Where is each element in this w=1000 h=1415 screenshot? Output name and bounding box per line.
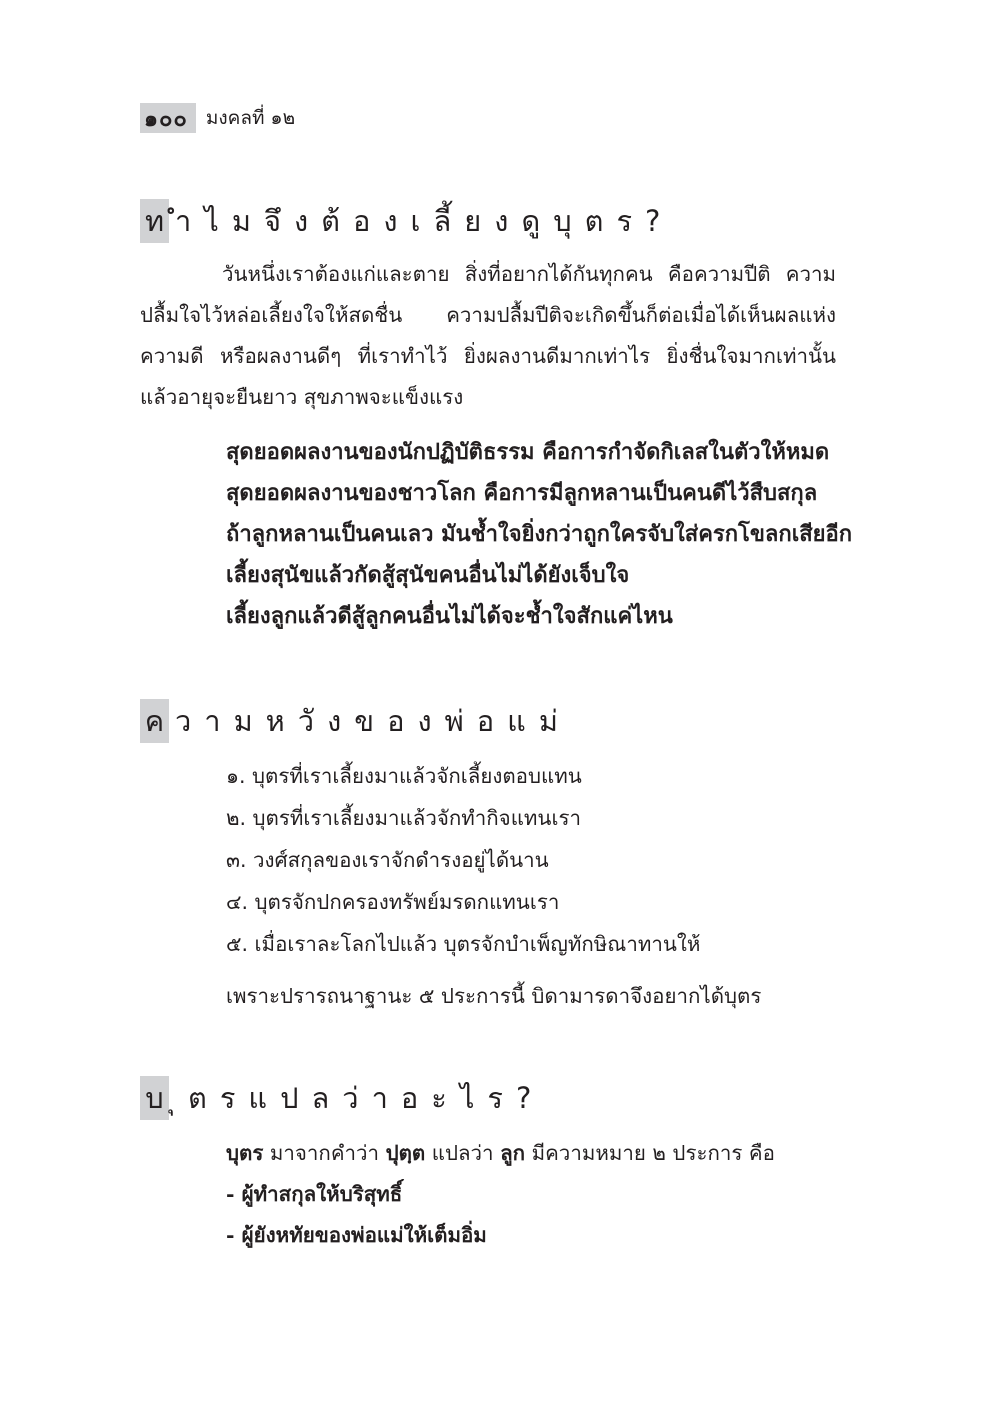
heading-text: ุตรแปลว่าอะไร? [175,1081,545,1115]
meaning-word: ลูก [500,1141,526,1165]
list-item: ๔. บุตรจักปกครองทรัพย์มรดกแทนเรา [226,890,560,914]
intro-paragraph [140,254,836,418]
quote-line: สุดยอดผลงานของชาวโลก คือการมีลูกหลานเป็นคนดีไว้สืบสกุล [226,480,818,506]
list-item: ๕. เมื่อเราละโลกไปแล้ว บุตรจักบำเพ็ญทักษิณาทานให้ [226,932,701,956]
bullet-item: - ผู้ทำสกุลให้บริสุทธิ์ [226,1182,403,1206]
list-item: ๓. วงศ์สกุลของเราจักดำรงอยู่ได้นาน [226,848,549,872]
paragraph-line: แล้วอายุจะยืนยาว สุขภาพจะแข็งแรง [140,385,464,409]
heading-initial: ท [140,199,169,243]
quote-line: เลี้ยงสุนัขแล้วกัดสู้สุนัขคนอื่นไม่ได้ยังเจ็บใจ [226,562,630,588]
page-header [140,103,295,133]
term-word: บุตร [226,1141,264,1165]
quote-block [226,432,852,637]
heading-text: ำไมจึงต้องเลี้ยงดูบุตร? [175,204,674,238]
heading-initial: ค [140,699,169,743]
quote-line: สุดยอดผลงานของนักปฏิบัติธรรม คือการกำจัดกิเลสในตัวให้หมด [226,439,830,465]
definition-text: แปลว่า [425,1141,501,1165]
bullet-item: - ผู้ยังหทัยของพ่อแม่ให้เต็มอิ่ม [226,1223,487,1247]
list-item: ๑. บุตรที่เราเลี้ยงมาแล้วจักเลี้ยงตอบแทน [226,764,582,788]
heading-text: วามหวังของพ่อแม่ [175,704,571,738]
quote-line: ถ้าลูกหลานเป็นคนเลว มันช้ำใจยิ่งกว่าถูกใครจับใส่ครกโขลกเสียอีก [226,521,853,547]
paragraph-line: วันหนึ่งเราต้องแก่และตาย สิ่งที่อยากได้กันทุกคน คือความปีติ ความ [222,262,836,286]
chapter-title: มงคลที่ ๑๒ [205,107,296,129]
hopes-list [226,755,700,965]
list-item: ๒. บุตรที่เราเลี้ยงมาแล้วจักทำกิจแทนเรา [226,806,581,830]
section-heading-parents-hopes [140,698,571,744]
paragraph-line: ปลื้มใจไว้หล่อเลี้ยงใจให้สดชื่น ความปลื้มปีติจะเกิดขึ้นก็ต่อเมื่อได้เห็นผลแห่ง [140,303,836,327]
heading-initial: บ [140,1076,169,1120]
paragraph-line: ความดี หรือผลงานดีๆ ที่เราทำไว้ ยิ่งผลงานดีมากเท่าไร ยิ่งชื่นใจมากเท่านั้น [140,344,836,368]
definition-text: มาจากคำว่า [263,1141,386,1165]
page-number: ๑๐๐ [140,103,196,133]
definition-text: มีความหมาย ๒ ประการ คือ [525,1141,775,1165]
section-heading-why-raise-children [140,198,673,244]
pali-word: ปุตฺต [385,1141,426,1165]
closing-sentence: เพราะปรารถนาฐานะ ๕ ประการนี้ บิดามารดาจึงอยากได้บุตร [226,984,762,1008]
section-heading-meaning-of-child [140,1075,544,1121]
definition-block [226,1133,775,1256]
definition-line [226,1133,775,1174]
quote-line: เลี้ยงลูกแล้วดีสู้ลูกคนอื่นไม่ได้จะช้ำใจสักแค่ไหน [226,603,673,629]
